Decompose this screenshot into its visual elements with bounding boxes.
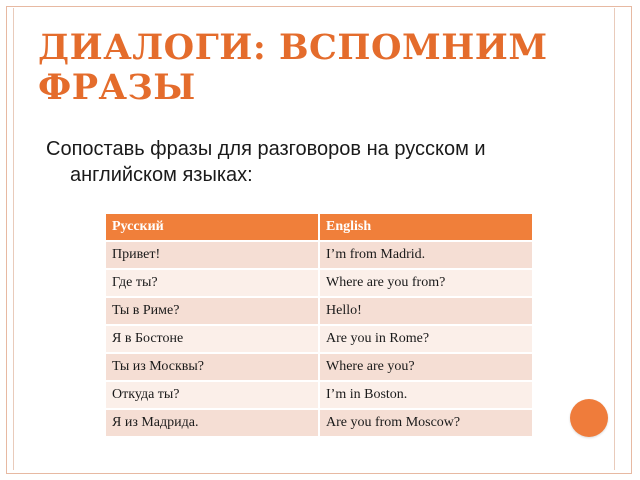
table-header-row [106, 214, 533, 241]
slide-title: ДИАЛОГИ: ВСПОМНИМ ФРАЗЫ [38, 27, 548, 108]
cell-english: Where are you from? [319, 269, 533, 297]
cell-english: Where are you? [319, 353, 533, 381]
cell-russian: Я из Мадрида. [106, 409, 319, 437]
table-row [106, 297, 533, 325]
cell-english: I’m in Boston. [319, 381, 533, 409]
table-row [106, 325, 533, 353]
cell-english: I’m from Madrid. [319, 241, 533, 269]
cell-russian: Ты в Риме? [106, 297, 319, 325]
decorative-circle [570, 399, 608, 437]
instruction-line-2: английском языках: [70, 164, 253, 186]
column-header-russian: Русский [106, 214, 319, 241]
cell-russian: Ты из Москвы? [106, 353, 319, 381]
cell-english: Are you in Rome? [319, 325, 533, 353]
cell-russian: Привет! [106, 241, 319, 269]
table-row [106, 241, 533, 269]
cell-russian: Я в Бостоне [106, 325, 319, 353]
instruction-text [46, 136, 586, 188]
instruction-line-1: Сопоставь фразы для разговоров на русском и [46, 138, 486, 160]
table-row [106, 353, 533, 381]
phrases-table [106, 214, 534, 438]
cell-english: Are you from Moscow? [319, 409, 533, 437]
table-row [106, 381, 533, 409]
column-header-english: English [319, 214, 533, 241]
cell-english: Hello! [319, 297, 533, 325]
cell-russian: Где ты? [106, 269, 319, 297]
table-row [106, 269, 533, 297]
right-border-rule [614, 8, 615, 470]
cell-russian: Откуда ты? [106, 381, 319, 409]
table-row [106, 409, 533, 437]
left-border-rule [13, 8, 14, 470]
